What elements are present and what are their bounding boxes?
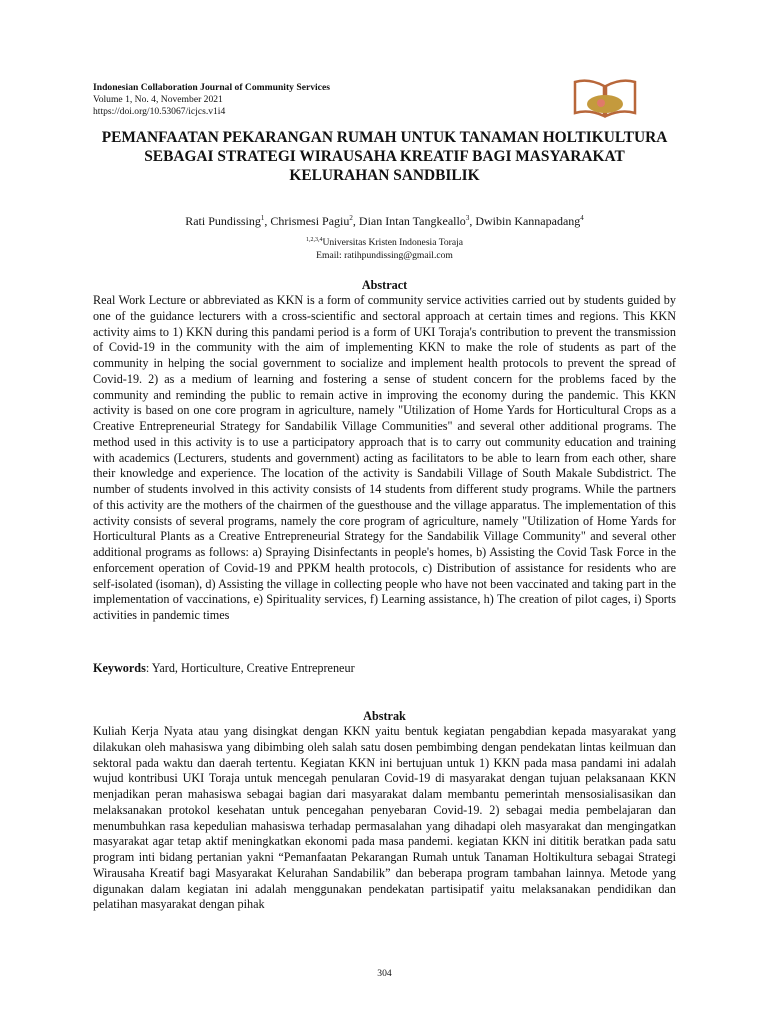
affiliation-name: Universitas Kristen Indonesia Toraja [322,237,464,248]
abstrak-indonesian-text: Kuliah Kerja Nyata atau yang disingkat dengan KKN yaitu bentuk kegiatan pengabdian kepada masyarakat yang dilakukan oleh mahasiswa yang dibimbing oleh salah satu dosen pembimbing dengan pendekatan lintas keilmuan dan sektoral pada waktu dan daerah tertentu. Kegiatan KKN ini bertujuan untuk 1) KKN pada masa pandami ini adalah wujud kontribusi UKI Toraja untuk mencegah penularan Covid-19 di masyarakat dengan tujuan pelaksanaan KKN menjadikan peran mahasiswa sebagai bagian dari masyarakat dalam membantu pemerintah mensosialisasikan dan melaksanakan protokol kesehatan untuk pencegahan penyebaran Covid-19. 2) sebagai media pembelajaran dan menumbuhkan rasa kepedulian mahasiswa terhadap permasalahan yang dihadapi oleh masyarakat dan mengingatkan masyarakat agar tetap aktif meningkatkan ekonomi pada masa pandemi. kegiatan KKN ini dititik beratkan pada satu program inti bidang pertanian yakni “Pemanfaatan Pekarangan Rumah untuk Tanaman Holtikultura sebagai Strategi Wirausaha Kreatif bagi Masyarakat Kelurahan Sandabilik” dan beberapa program tambahan lainnya. Metode yang digunakan dalam kegiatan ini adalah menggunakan pendekatan partisipatif yaitu melaksanakan pendidikan dan pelatihan masyarakat dengan pihak [93,724,676,912]
abstract-english-text: Real Work Lecture or abbreviated as KKN is a form of community service activities carried out by students guided by one of the guidance lecturers with a cross-scientific and sectoral approach at certain times and regions. This KKN activity aims to 1) KKN during this pandami period is a form of UKI Toraja's contribution to prevent the transmission of Covid-19 in the community with the aim of implementing KKN to make the role of students as part of the community in helping the social government to socialize and implement health protocols to prevent the spread of Covid-19. 2) as a medium of learning and fostering a sense of student concern for the problems faced by the community and reminding the public to remain active in improving the economy during the pandemic. This KKN activity is based on one core program in agriculture, namely "Utilization of Home Yards for Horticultural Crops as a Creative Entrepreneurial Strategy for Sandabilik Village Communities" and several other additional programs. The method used in this activity is to use a participatory approach that is to carry out community education and training with academics (Lecturers, students and government) acting as facilitators to be able to learn from each other, share their knowledge and experience. The location of the activity is Sandabili Village of South Makale Subdistrict. The number of students involved in this activity consists of 14 students from different study programs. While the partners of this activity are the mothers of the chairmen of the guesthouse and the village apparatus. The implementation of this activity consists of several programs, namely the core program of agriculture, namely "Utilization of Home Yards for Horticultural Plants as a Creative Entrepreneurial Strategy for the Sandabilik Village Community" and several other additional programs as follows: a) Spraying Disinfectants in people's homes, b) Assisting the Covid Task Force in the enforcement operation of Covid-19 and PPKM health protocols, c) Distribution of assistance for residents who are self-isolated (isoman), d) Assisting the village in collecting people who have not been vaccinated and taking part in the implementation of vaccinations, e) Spirituality services, f) Learning assistance, h) The creation of pilot cages, i) Sports activities in pandemic times [93,293,676,622]
author-name: Rati Pundissing [185,214,261,228]
affiliation-block [93,236,676,262]
affiliation-sup: 1,2,3,4 [305,237,323,243]
journal-logo [571,76,639,122]
author-sup: 3 [465,214,470,222]
handshake-shape [587,95,623,113]
author-name: Dwibin Kannapadang [475,214,581,228]
author-name: Dian Intan Tangkeallo [358,214,466,228]
journal-name: Indonesian Collaboration Journal of Community Services [93,82,330,93]
keywords-line [93,661,676,676]
author-sup: 2 [349,214,353,222]
journal-volume: Volume 1, No. 4, November 2021 [93,94,223,105]
keywords-label: Keywords [93,661,146,675]
journal-doi[interactable]: https://doi.org/10.53067/icjcs.v1i4 [93,106,226,117]
author-list: Rati Pundissing$^1$, Chrismesi Pagiu$^2$, Dian Intan Tangkeallo$^3$, Dwibin Kannapadang$^4$ [185,214,584,228]
author-sup: 1 [260,214,265,222]
page-number: 304 [377,968,392,979]
journal-header [93,82,573,118]
author-sup: 4 [580,214,584,222]
author-name: Chrismesi Pagiu [270,214,350,228]
paper-title: PEMANFAATAN PEKARANGAN RUMAH UNTUK TANAMAN HOLTIKULTURA SEBAGAI STRATEGI WIRAUSAHA KREATIF BAGI MASYARAKAT KELURAHAN SANDBILIK [101,129,668,184]
author-email[interactable]: Email: ratihpundissing@gmail.com [316,250,453,261]
abstrak-heading: Abstrak [363,709,406,723]
logo-accent-dot [597,99,605,107]
keywords-text: : Yard, Horticulture, Creative Entrepreneur [145,661,355,675]
abstract-heading: Abstract [361,278,408,292]
